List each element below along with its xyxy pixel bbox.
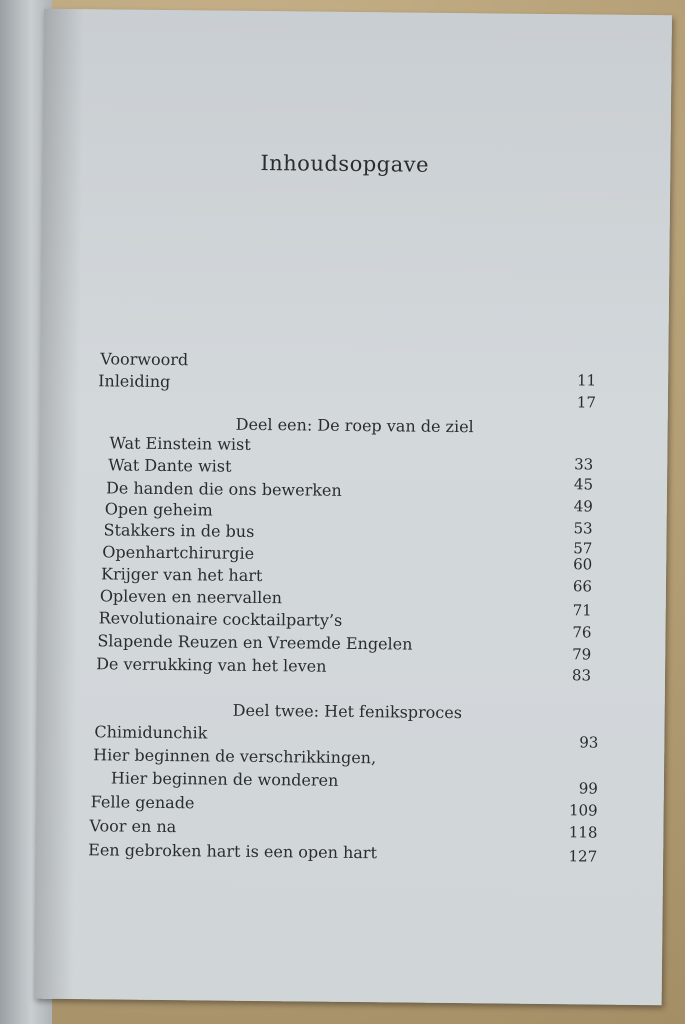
toc-entry-label: Hier beginnen de verschrikkingen, <box>93 745 377 768</box>
toc-entry-page: 79 <box>572 645 592 664</box>
toc-entry-page: 71 <box>572 601 592 620</box>
toc-entry-label: Openhartchirurgie <box>102 542 255 563</box>
page-title: Inhoudsopgave <box>260 150 430 177</box>
toc-entry-label: Krijger van het hart <box>101 564 263 586</box>
toc-entry-page: 118 <box>568 823 598 842</box>
toc-entry-label: De verrukking van het leven <box>96 654 327 676</box>
book-page <box>34 9 672 1006</box>
toc-entry-page: 60 <box>573 555 593 574</box>
toc-entry-page: 11 <box>576 371 597 390</box>
toc-entry-label: Open geheim <box>104 499 213 520</box>
toc-entry-page: 66 <box>572 577 593 596</box>
toc-entry-page: 127 <box>568 847 598 866</box>
toc-entry-label: Felle genade <box>90 792 195 813</box>
part-heading: Deel een: De roep van de ziel <box>235 414 474 437</box>
toc-entry-label: Slapende Reuzen en Vreemde Engelen <box>97 631 413 654</box>
toc-entry-page: 53 <box>573 519 593 538</box>
toc-entry-page: 17 <box>576 393 597 412</box>
toc-entry-label: Opleven en neervallen <box>99 586 283 608</box>
toc-entry-page: 109 <box>568 801 598 820</box>
toc-entry-label: Chimidunchik <box>94 722 208 743</box>
toc-entry-label: Wat Dante wist <box>108 455 232 476</box>
toc-entry-label: Voor en na <box>89 816 177 837</box>
toc-entry-label: Wat Einstein wist <box>109 433 251 454</box>
toc-entry-page: 57 <box>573 539 593 558</box>
toc-entry-label: Voorwoord <box>100 349 189 370</box>
toc-entry-page: 93 <box>579 733 599 752</box>
toc-entry-page: 76 <box>572 623 592 642</box>
toc-entry-page: 49 <box>573 497 593 516</box>
toc-entry-label: Revolutionaire cocktailparty’s <box>98 608 343 630</box>
toc-entry-label: Stakkers in de bus <box>103 520 255 541</box>
toc-entry-page: 83 <box>571 666 592 685</box>
toc-entry-label: Hier beginnen de wonderen <box>110 768 339 790</box>
toc-entry-label: Inleiding <box>98 371 171 392</box>
part-heading: Deel twee: Het feniksproces <box>232 700 463 723</box>
toc-entry-label: De handen die ons bewerken <box>105 478 342 500</box>
toc-entry-page: 45 <box>573 475 594 494</box>
toc-entry-page: 33 <box>574 455 594 474</box>
toc-entry-label: Een gebroken hart is een open hart <box>88 840 378 863</box>
toc-entry-page: 99 <box>578 779 598 798</box>
